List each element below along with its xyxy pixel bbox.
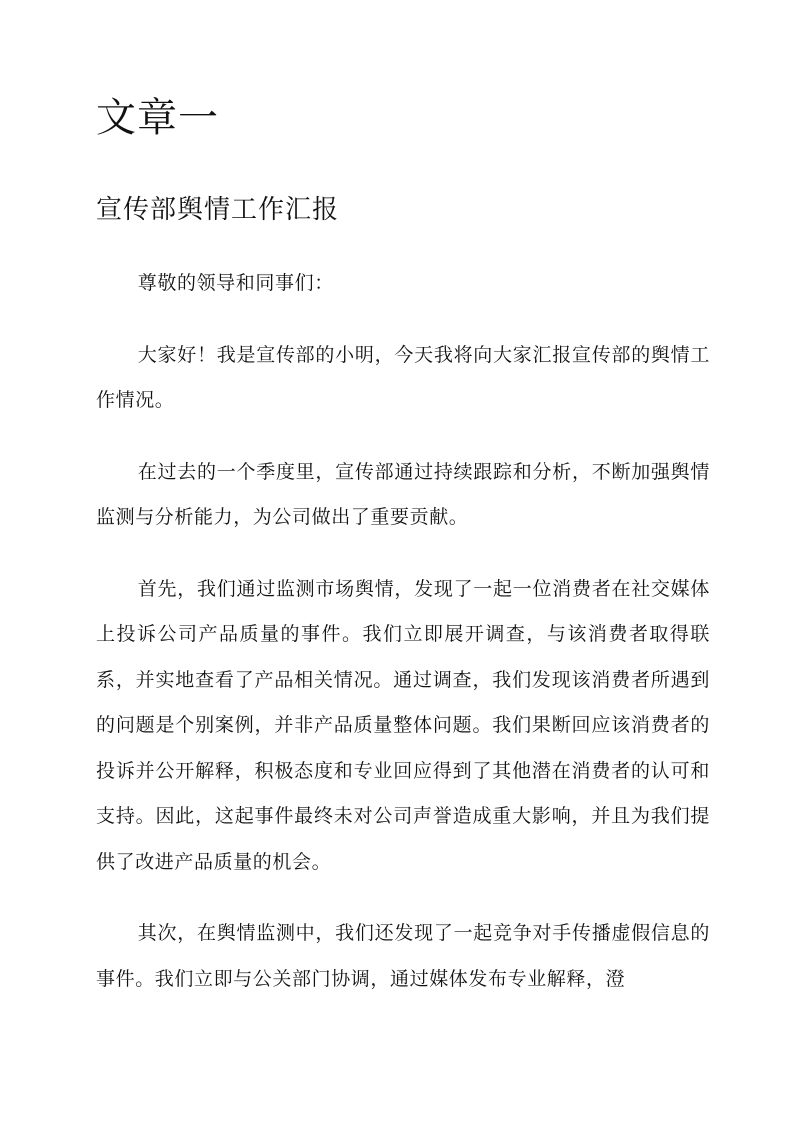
document-body: [96, 261, 710, 1028]
document-title: 文章一: [96, 95, 219, 141]
document-subtitle: 宣传部舆情工作汇报: [96, 195, 340, 225]
paragraph-consumer-complaint: 首先，我们通过监测市场舆情，发现了一起一位消费者在社交媒体上投诉公司产品质量的事件。我们立即展开调查，与该消费者取得联系，并实地查看了产品相关情况。通过调查，我们发现该消费者所遇到的问题是个别案例，并非产品质量整体问题。我们果断回应该消费者的投诉并公开解释，积极态度和专业回应得到了其他潜在消费者的认可和支持。因此，这起事件最终未对公司声誉造成重大影响，并且为我们提供了改进产品质量的机会。: [96, 577, 710, 873]
paragraph-competitor-misinformation: 其次，在舆情监测中，我们还发现了一起竞争对手传播虚假信息的事件。我们立即与公关部门协调，通过媒体发布专业解释，澄: [96, 922, 710, 990]
paragraph-quarter-summary: 在过去的一个季度里，宣传部通过持续跟踪和分析，不断加强舆情监测与分析能力，为公司做出了重要贡献。: [96, 460, 710, 528]
paragraph-greeting: 大家好！我是宣传部的小明，今天我将向大家汇报宣传部的舆情工作情况。: [96, 343, 710, 411]
salutation: 尊敬的领导和同事们：: [137, 272, 334, 294]
